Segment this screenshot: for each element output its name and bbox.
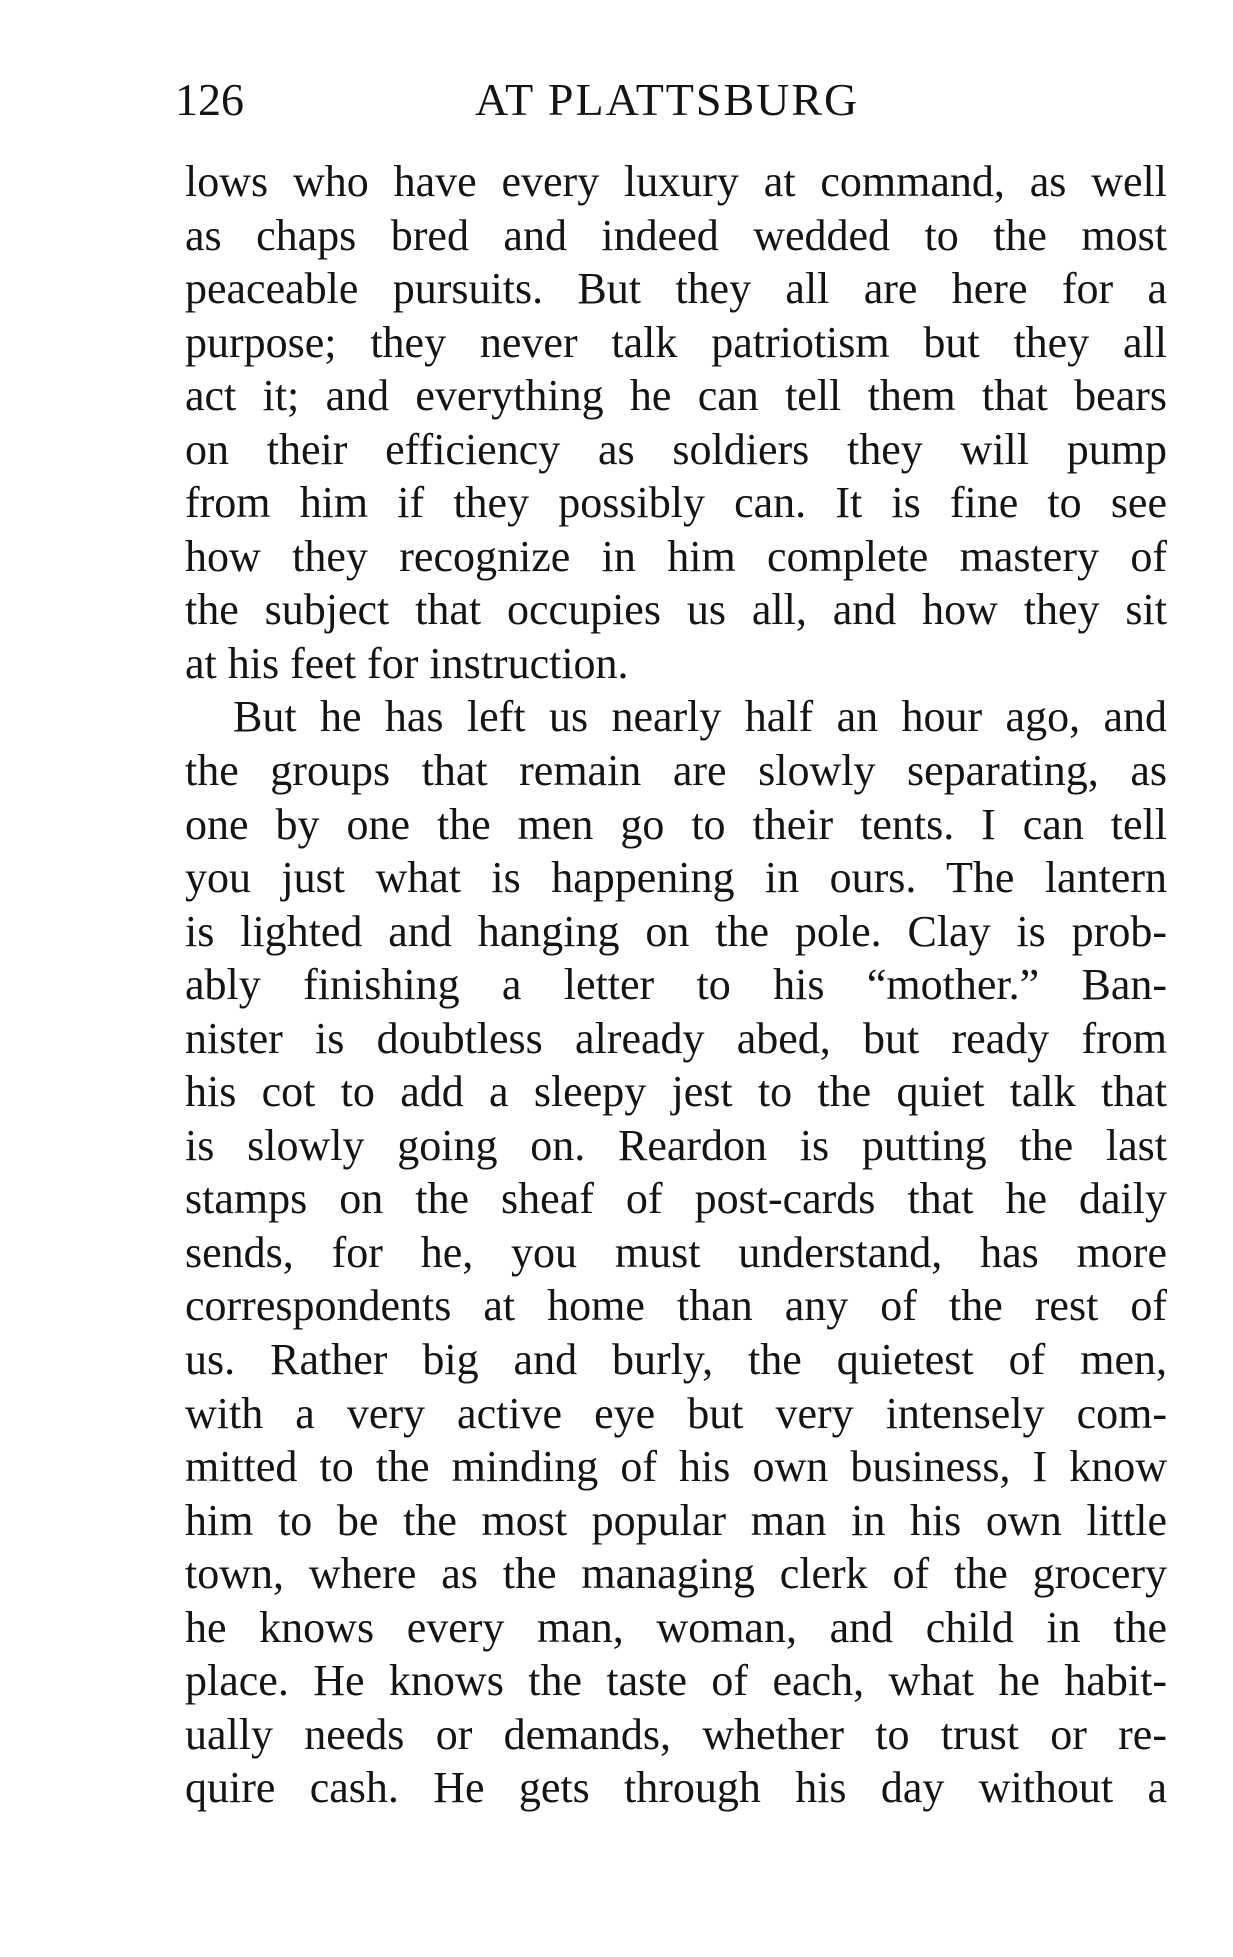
text-line: sends, for he, you must understand, has more: [185, 1227, 1167, 1277]
text-line: he knows every man, woman, and child in the: [185, 1602, 1167, 1652]
text-line: is lighted and hanging on the pole. Clay is prob-: [185, 906, 1167, 956]
text-line: his cot to add a sleepy jest to the quiet talk that: [185, 1067, 1167, 1117]
text-line: on their efficiency as soldiers they will pump: [185, 424, 1167, 474]
text-line: is slowly going on. Reardon is putting the last: [185, 1120, 1167, 1170]
text-line: purpose; they never talk patriotism but they all: [185, 317, 1167, 367]
text-line: us. Rather big and burly, the quietest of men,: [185, 1335, 1167, 1385]
text-line: ably finishing a letter to his “mother.” Ban-: [185, 960, 1167, 1010]
text-line: correspondents at home than any of the rest of: [185, 1281, 1167, 1331]
text-line: quire cash. He gets through his day without a: [185, 1763, 1167, 1813]
text-line: town, where as the managing clerk of the grocery: [185, 1549, 1167, 1599]
text-line: nister is doubtless already abed, but ready from: [185, 1013, 1167, 1063]
text-line: But he has left us nearly half an hour ago, and: [233, 692, 1167, 742]
text-line: place. He knows the taste of each, what he habit-: [185, 1656, 1167, 1706]
text-line: the groups that remain are slowly separating, as: [185, 746, 1167, 796]
text-line: from him if they possibly can. It is fine to see: [185, 478, 1167, 528]
text-line: mitted to the minding of his own business, I know: [185, 1442, 1167, 1492]
paragraph-1: [185, 155, 1167, 690]
body-text: [185, 155, 1167, 1815]
text-line: with a very active eye but very intensely com-: [185, 1388, 1167, 1438]
running-title: AT PLATTSBURG: [475, 74, 860, 125]
text-line: as chaps bred and indeed wedded to the most: [185, 210, 1167, 260]
text-line: peaceable pursuits. But they all are here for a: [185, 264, 1167, 314]
running-head: [175, 70, 1175, 130]
text-line: at his feet for instruction.: [185, 638, 629, 688]
paragraph-2: [185, 690, 1167, 1814]
text-line: him to be the most popular man in his own little: [185, 1495, 1167, 1545]
text-line: the subject that occupies us all, and how they sit: [185, 585, 1167, 635]
text-line: ually needs or demands, whether to trust or re-: [185, 1709, 1167, 1759]
text-line: one by one the men go to their tents. I can tell: [185, 799, 1167, 849]
text-line: act it; and everything he can tell them that bears: [185, 371, 1167, 421]
text-line: lows who have every luxury at command, as well: [185, 157, 1167, 206]
page-number: 126: [175, 74, 244, 125]
text-line: you just what is happening in ours. The lantern: [185, 853, 1167, 903]
text-line: how they recognize in him complete mastery of: [185, 531, 1167, 581]
text-line: stamps on the sheaf of post-cards that he daily: [185, 1174, 1167, 1224]
